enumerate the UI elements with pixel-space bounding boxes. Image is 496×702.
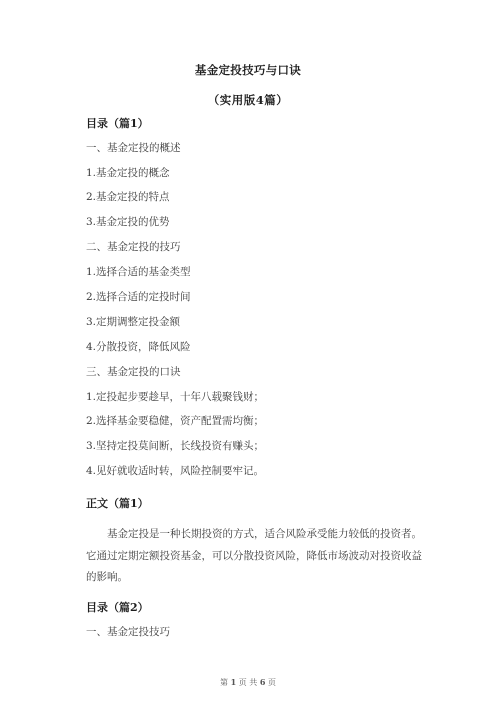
footer-middle: 页 共 <box>238 678 258 687</box>
body1-heading: 正文（篇1） <box>86 497 149 510</box>
toc1-item: 1.基金定投的概念 <box>86 167 170 179</box>
toc1-item: 1.定投起步要趁早，十年八载聚钱财； <box>86 391 265 403</box>
toc1-item: 2.选择合适的定投时间 <box>86 291 191 303</box>
toc1-item: 4.分散投资，降低风险 <box>86 341 191 353</box>
toc1-item: 3.定期调整定投金额 <box>86 316 181 328</box>
footer-page-number: 1 <box>230 677 237 687</box>
toc1-item: 二、基金定投的技巧 <box>86 241 181 253</box>
toc1-item: 3.基金定投的优势 <box>86 216 170 228</box>
toc1-item: 三、基金定投的口诀 <box>86 366 181 378</box>
toc1-item: 1.选择合适的基金类型 <box>86 266 191 278</box>
document-title: 基金定投技巧与口诀 <box>194 63 302 77</box>
toc1-item: 4.见好就收适时转，风险控制要牢记。 <box>86 465 265 477</box>
toc1-item: 2.基金定投的特点 <box>86 191 170 203</box>
toc2-heading: 目录（篇2） <box>86 601 149 614</box>
toc1-item: 2.选择基金要稳健，资产配置需均衡； <box>86 415 265 427</box>
footer-suffix: 页 <box>267 678 276 687</box>
footer-prefix: 第 <box>220 678 229 687</box>
toc2-item: 一、基金定投技巧 <box>86 626 170 638</box>
body1-paragraph: 基金定投是一种长期投资的方式，适合风险承受能力较低的投资者。它通过定期定额投资基金，可以分散投资风险，降低市场波动对投资收益的影响。 <box>86 528 422 583</box>
toc1-item: 一、基金定投的概述 <box>86 142 181 154</box>
toc1-heading: 目录（篇1） <box>86 117 149 130</box>
document-subtitle: （实用版4篇） <box>207 93 289 107</box>
toc1-item: 3.坚持定投莫间断，长线投资有赚头； <box>86 440 265 452</box>
page-footer <box>0 677 496 688</box>
footer-total-pages: 6 <box>259 677 266 687</box>
